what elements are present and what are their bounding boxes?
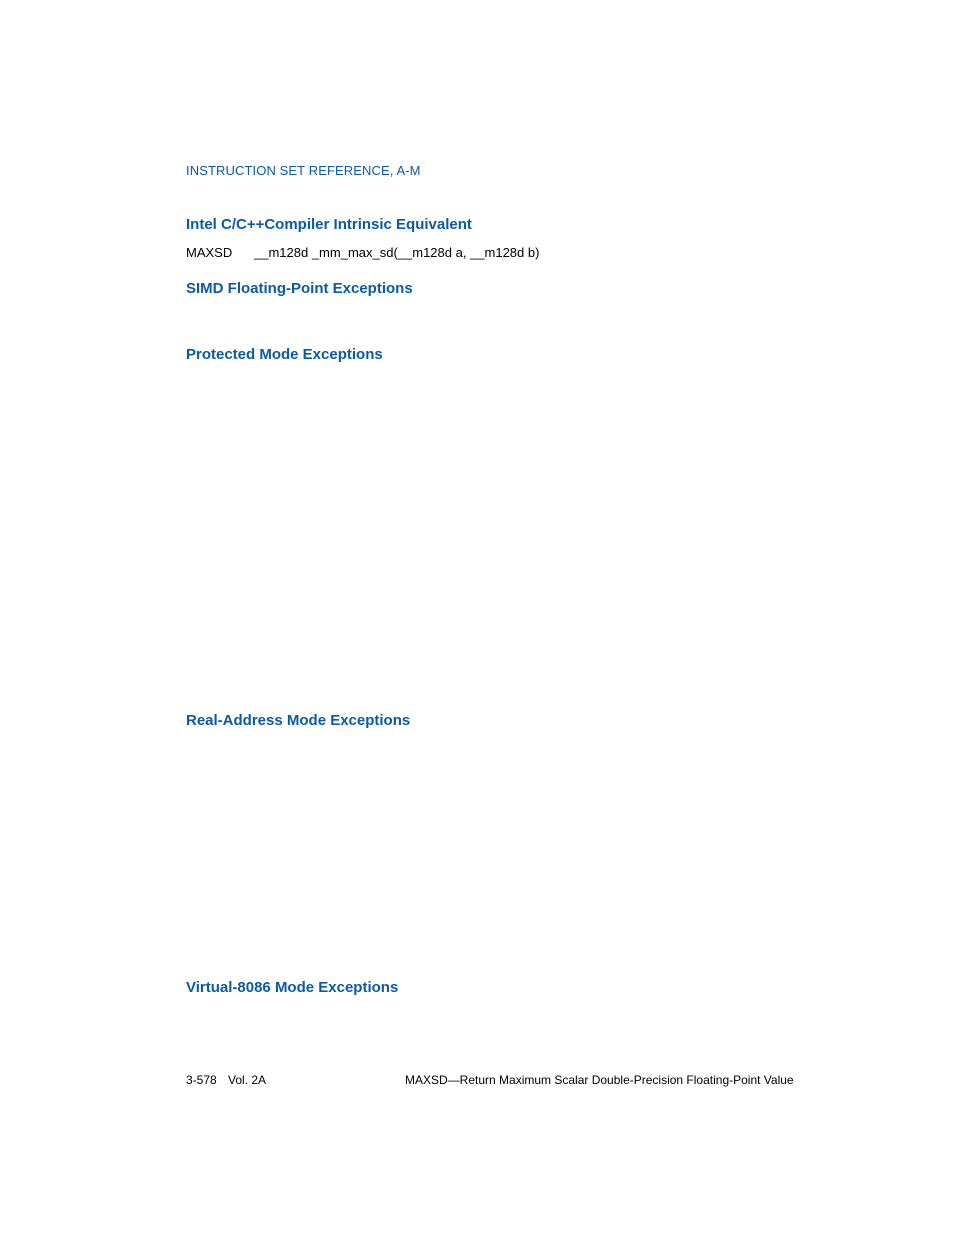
footer-title: MAXSD—Return Maximum Scalar Double-Precision Floating-Point Value: [405, 1073, 794, 1087]
protected-mode-heading: Protected Mode Exceptions: [186, 346, 383, 363]
intrinsic-equivalent-heading: Intel C/C++Compiler Intrinsic Equivalent: [186, 216, 472, 233]
simd-exceptions-heading: SIMD Floating-Point Exceptions: [186, 280, 413, 297]
running-header: INSTRUCTION SET REFERENCE, A-M: [186, 163, 421, 178]
footer-page-number: 3-578: [186, 1073, 217, 1087]
real-address-mode-heading: Real-Address Mode Exceptions: [186, 712, 411, 729]
virtual-8086-mode-heading: Virtual-8086 Mode Exceptions: [186, 979, 399, 996]
intrinsic-prototype: __m128d _mm_max_sd(__m128d a, __m128d b): [254, 245, 540, 260]
intrinsic-instruction: MAXSD: [186, 245, 233, 260]
footer-volume: Vol. 2A: [228, 1073, 267, 1087]
